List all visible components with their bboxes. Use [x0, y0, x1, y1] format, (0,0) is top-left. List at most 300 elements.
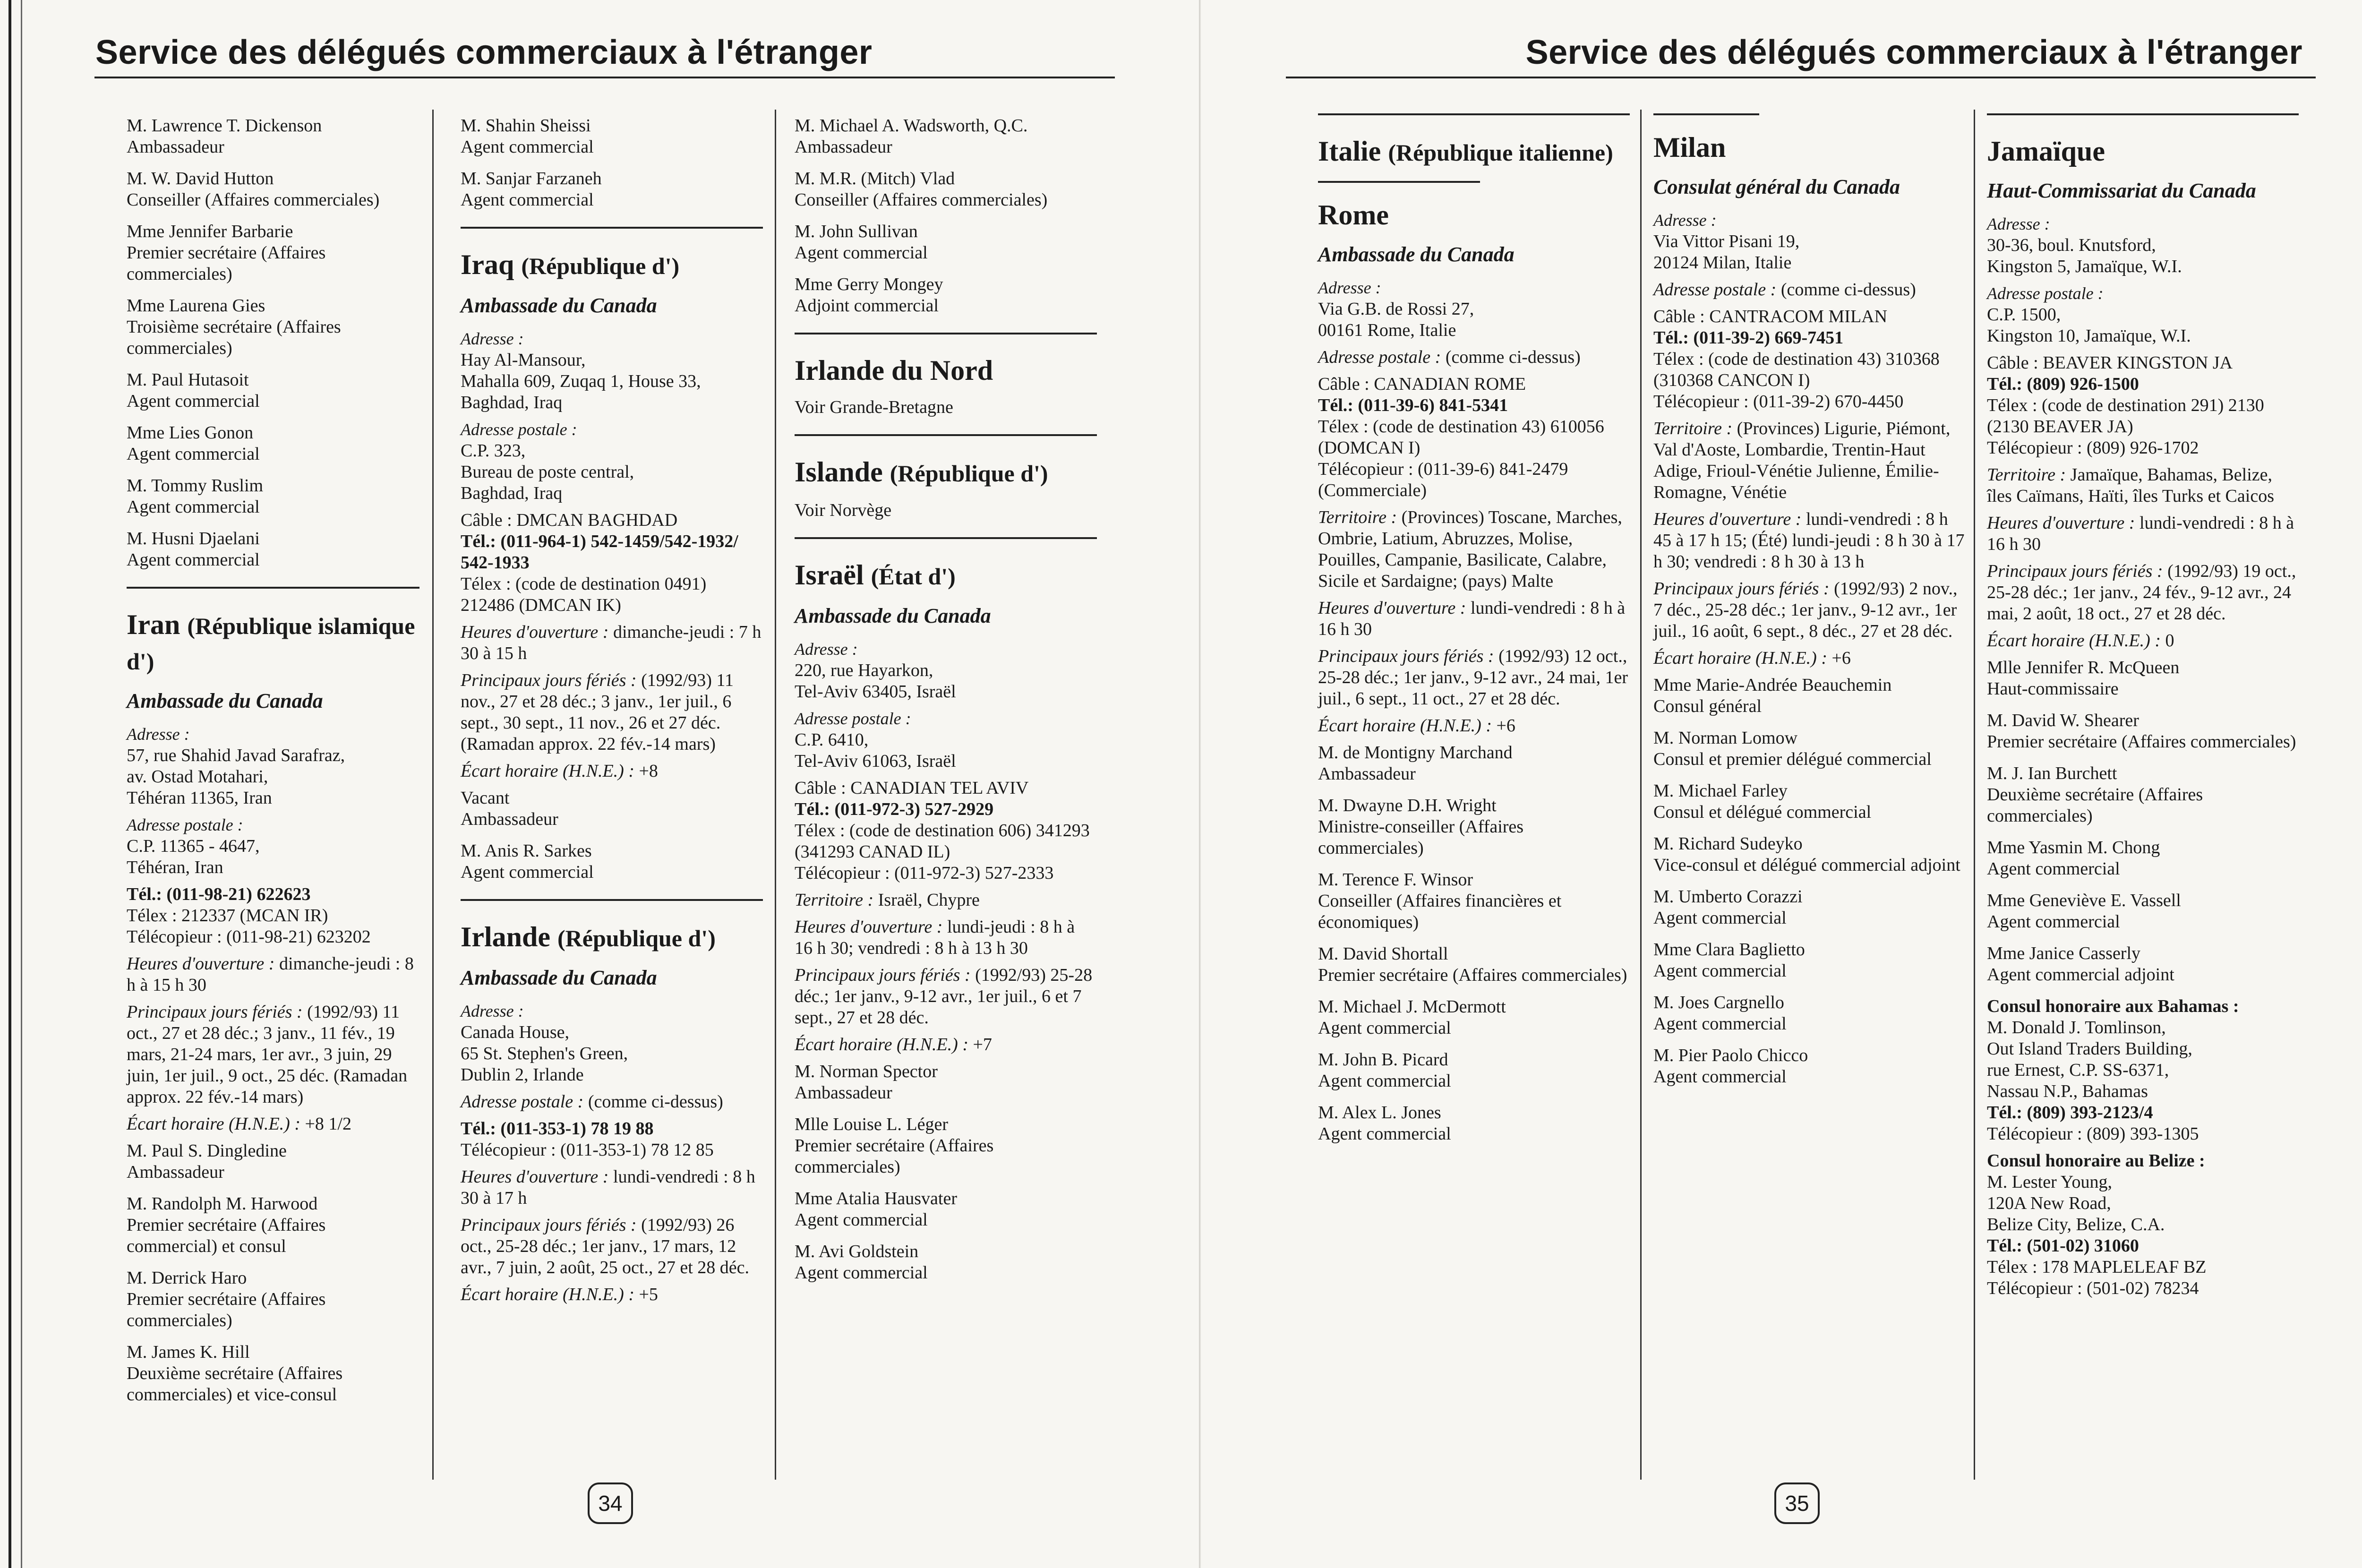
address-label: Adresse :	[795, 640, 858, 659]
postal-label: Adresse postale :	[1653, 280, 1777, 300]
offset-value: +8 1/2	[305, 1114, 351, 1134]
country-heading-italie	[1318, 134, 1630, 170]
fax: Télécopieur : (011-972-3) 527-2333	[795, 863, 1054, 883]
fax: Télécopieur : (501-02) 78234	[1987, 1278, 2199, 1298]
consul-line: M. Lester Young,	[1987, 1172, 2112, 1192]
territory-label: Territoire :	[795, 890, 874, 910]
section-rule	[795, 333, 1097, 334]
staff-title: Agent commercial	[1653, 908, 1787, 928]
postal-address-block	[1318, 347, 1630, 368]
staff-title: Vice-consul et délégué commercial adjoint	[1653, 855, 1960, 875]
staff-entry	[1987, 837, 2299, 880]
hours-label: Heures d'ouverture :	[1653, 509, 1802, 529]
page-title-right: Service des délégués commerciaux à l'étranger	[1525, 34, 2302, 71]
staff-entry	[127, 115, 419, 158]
staff-title: Agent commercial	[1653, 961, 1787, 981]
postal-line: C.P. 6410,	[795, 730, 869, 750]
address-block	[127, 724, 419, 809]
hours-label: Heures d'ouverture :	[795, 917, 943, 937]
city-section-rome	[1318, 198, 1630, 1145]
address-line: Mahalla 609, Zuqaq 1, House 33,	[461, 371, 701, 391]
staff-title: Premier secrétaire (Affaires commerciales)	[1987, 732, 2296, 752]
holidays	[1318, 646, 1630, 710]
postal-address-block	[461, 419, 763, 504]
address-line: Hay Al-Mansour,	[461, 350, 586, 370]
staff-name: M. Michael Farley	[1653, 781, 1788, 801]
offset-label: Écart horaire (H.N.E.) :	[461, 761, 634, 781]
country-heading	[795, 455, 1097, 490]
staff-title: Agent commercial	[461, 137, 594, 157]
staff-name: Mme Gerry Mongey	[795, 274, 943, 294]
territory	[1987, 464, 2299, 507]
postal-line: C.P. 11365 - 4647,	[127, 836, 260, 856]
staff-entry	[1318, 742, 1630, 785]
mission-name: Ambassade du Canada	[795, 604, 991, 627]
offset-label: Écart horaire (H.N.E.) :	[1318, 716, 1492, 736]
telex: Télex : 178 MAPLELEAF BZ	[1987, 1257, 2207, 1277]
territory	[795, 890, 1097, 911]
staff-name: M. de Montigny Marchand	[1318, 743, 1513, 763]
staff-name: Mme Atalia Hausvater	[795, 1189, 958, 1208]
address-line: Via Vittor Pisani 19,	[1653, 231, 1800, 251]
staff-name: M. James K. Hill	[127, 1342, 250, 1362]
staff-entry	[1318, 869, 1630, 933]
time-offset	[1653, 648, 1965, 669]
time-offset	[1987, 630, 2299, 651]
staff-name: M. Anis R. Sarkes	[461, 841, 592, 861]
mission-name: Consulat général du Canada	[1653, 175, 1900, 198]
staff-entry	[461, 788, 763, 830]
staff-entry	[1653, 833, 1965, 876]
offset-value: +5	[639, 1285, 658, 1304]
staff-entry	[127, 528, 419, 571]
staff-entry	[127, 221, 419, 285]
see-reference: Voir Grande-Bretagne	[795, 397, 953, 417]
staff-entry	[461, 840, 763, 883]
postal-address-block	[795, 708, 1097, 772]
staff-name: M. Michael A. Wadsworth, Q.C.	[795, 116, 1028, 136]
section-rule	[1653, 113, 1759, 115]
time-offset	[127, 1114, 419, 1135]
section-rule	[1318, 181, 1480, 183]
postal-label: Adresse postale :	[127, 815, 243, 834]
postal-address-block	[461, 1091, 763, 1113]
contact-block	[1653, 306, 1965, 412]
phone: Tél.: (011-964-1) 542-1459/542-1932/ 542-1933	[461, 531, 738, 573]
holidays-label: Principaux jours fériés :	[1318, 646, 1494, 666]
consul-line: Belize City, Belize, C.A.	[1987, 1215, 2165, 1234]
staff-name: M. Paul Hutasoit	[127, 370, 249, 390]
staff-title: Agent commercial	[1987, 859, 2120, 879]
staff-entry	[795, 115, 1097, 158]
opening-hours	[795, 917, 1097, 959]
staff-name: M. M.R. (Mitch) Vlad	[795, 169, 955, 189]
staff-list	[127, 115, 419, 571]
city-heading: Milan	[1653, 132, 1726, 163]
fax: Télécopieur : (809) 393-1305	[1987, 1124, 2199, 1144]
staff-entry	[795, 274, 1097, 317]
staff-name: M. Norman Lomow	[1653, 728, 1798, 748]
staff-entry	[1653, 939, 1965, 982]
staff-entry	[1653, 1045, 1965, 1088]
hours-value: lundi-jeudi : 8 h à 16 h 30; vendredi : 8 h à 13 h 30	[795, 917, 1075, 958]
address-line: 220, rue Hayarkon,	[795, 660, 933, 680]
staff-title: Troisième secrétaire (Affaires commerciales)	[127, 317, 341, 358]
staff-entry	[1318, 996, 1630, 1039]
column-2	[1653, 113, 1965, 1098]
staff-entry	[795, 221, 1097, 264]
offset-label: Écart horaire (H.N.E.) :	[461, 1285, 634, 1304]
country-section-iran	[127, 608, 419, 1405]
phone: Tél.: (011-972-3) 527-2929	[795, 799, 994, 819]
mission-name: Ambassade du Canada	[127, 689, 323, 712]
staff-entry	[795, 168, 1097, 211]
offset-value: +8	[639, 761, 658, 781]
holidays-value: (1992/93) 19 oct., 25-28 déc.; 1er janv., 24 fév., 9-12 avr., 24 mai, 2 août, 18 oct., 27 et 28 déc.	[1987, 561, 2296, 624]
territory	[1653, 418, 1965, 503]
telex: Télex : (code de destination 291) 2130 (2130 BEAVER JA)	[1987, 395, 2264, 437]
country-suffix: (République d')	[521, 253, 680, 279]
holidays-value: (1992/93) 12 oct., 25-28 déc.; 1er janv., 9-12 avr., 24 mai, 1er juil., 6 sept., 11 oct., 27 et 28 déc.	[1318, 646, 1628, 709]
postal-address-block	[1987, 283, 2299, 347]
staff-entry	[127, 1140, 419, 1183]
address-line: 20124 Milan, Italie	[1653, 253, 1792, 273]
staff-name: Mme Janice Casserly	[1987, 943, 2141, 963]
section-rule	[127, 587, 419, 589]
column-divider	[775, 110, 776, 1480]
staff-title: Agent commercial	[127, 550, 260, 570]
staff-title: Premier secrétaire (Affaires commerciales)	[1318, 965, 1627, 985]
staff-name: Mme Marie-Andrée Beauchemin	[1653, 675, 1892, 695]
staff-name: M. Avi Goldstein	[795, 1242, 919, 1261]
offset-label: Écart horaire (H.N.E.) :	[1987, 631, 2161, 651]
staff-name: M. David Shortall	[1318, 944, 1448, 964]
country-section-irlande	[461, 920, 763, 1305]
country-suffix: (État d')	[871, 563, 956, 590]
holidays-value: (1992/93) 25-28 déc.; 1er janv., 9-12 avr., 1er juil., 6 et 7 sept., 27 et 28 déc.	[795, 965, 1093, 1028]
postal-label: Adresse postale :	[461, 1092, 584, 1112]
staff-entry	[1318, 1102, 1630, 1145]
staff-entry	[127, 1342, 419, 1405]
postal-line: Baghdad, Iraq	[461, 483, 563, 503]
staff-title: Agent commercial	[795, 243, 928, 263]
postal-address-block	[1653, 279, 1965, 300]
staff-name: Mlle Louise L. Léger	[795, 1114, 949, 1134]
country-heading: Irlande du Nord	[795, 355, 993, 386]
phone: Tél.: (809) 393-2123/4	[1987, 1103, 2153, 1122]
hours-value: lundi-vendredi : 8 h à 16 h 30	[1318, 598, 1626, 639]
address-label: Adresse :	[461, 329, 524, 348]
staff-name: Mme Jennifer Barbarie	[127, 222, 293, 241]
staff-entry	[1318, 795, 1630, 859]
city-section-milan	[1653, 130, 1965, 1088]
offset-value: 0	[2165, 631, 2174, 651]
offset-value: +7	[973, 1035, 992, 1054]
hours-label: Heures d'ouverture :	[127, 954, 275, 974]
cable: Câble : CANTRACOM MILAN	[1653, 307, 1888, 326]
address-line: 65 St. Stephen's Green,	[461, 1044, 628, 1063]
staff-entry	[795, 1114, 1097, 1178]
holidays	[127, 1002, 419, 1108]
staff-name: M. Dwayne D.H. Wright	[1318, 796, 1497, 815]
staff-title: Conseiller (Affaires commerciales)	[795, 190, 1048, 210]
staff-name: M. David W. Shearer	[1987, 711, 2139, 730]
address-line: Canada House,	[461, 1022, 570, 1042]
territory-value: (Provinces) Ligurie, Piémont, Val d'Aoste, Lombardie, Trentin-Haut Adige, Frioul-Vénétie Julienne, Émilie-Romagne, Vénétie	[1653, 419, 1951, 502]
telex: Télex : (code de destination 43) 310368 (310368 CANCON I)	[1653, 349, 1940, 390]
column-3	[795, 115, 1097, 1294]
staff-name: Mme Lies Gonon	[127, 423, 254, 443]
country-section-israel	[795, 558, 1097, 1284]
column-3	[1987, 113, 2299, 1305]
contact-block	[461, 1118, 763, 1161]
staff-entry	[1987, 763, 2299, 827]
telex: Télex : (code de destination 606) 341293 (341293 CANAD IL)	[795, 821, 1090, 862]
address-block	[795, 639, 1097, 703]
staff-name: Mme Yasmin M. Chong	[1987, 838, 2160, 857]
staff-name: M. Paul S. Dingledine	[127, 1141, 287, 1161]
contact-block	[461, 510, 763, 616]
phone: Tél.: (011-353-1) 78 19 88	[461, 1119, 654, 1139]
territory-label: Territoire :	[1653, 419, 1733, 438]
postal-line: C.P. 1500,	[1987, 305, 2061, 325]
holidays-value: (1992/93) 11 oct., 27 et 28 déc.; 3 janv., 11 fév., 19 mars, 21-24 mars, 1er avr., 3 juin, 29 juin, 1er juil., 9 oct., 25 déc. (Ramadan approx. 22 fév.-14 mars)	[127, 1002, 408, 1107]
staff-title: Consul et délégué commercial	[1653, 802, 1872, 822]
opening-hours	[461, 1166, 763, 1209]
country-suffix: (République italienne)	[1388, 139, 1613, 166]
address-line: Via G.B. de Rossi 27,	[1318, 299, 1474, 319]
right-page	[1201, 0, 2362, 1568]
cable: Câble : BEAVER KINGSTON JA	[1987, 353, 2233, 373]
mission-name: Ambassade du Canada	[1318, 243, 1515, 266]
cable: Câble : CANADIAN TEL AVIV	[795, 778, 1029, 798]
offset-value: +6	[1831, 648, 1851, 668]
holidays-label: Principaux jours fériés :	[461, 1215, 637, 1235]
staff-title: Agent commercial	[461, 190, 594, 210]
column-divider	[1974, 110, 1975, 1480]
country-name: Italie	[1318, 136, 1381, 167]
address-label: Adresse :	[127, 725, 190, 744]
staff-title: Conseiller (Affaires commerciales)	[127, 190, 380, 210]
address-block	[461, 1001, 763, 1086]
postal-value: (comme ci-dessus)	[1780, 280, 1916, 300]
opening-hours	[1653, 509, 1965, 573]
address-line: av. Ostad Motahari,	[127, 767, 268, 787]
staff-name: Mlle Jennifer R. McQueen	[1987, 658, 2180, 677]
column-2	[461, 115, 763, 1311]
opening-hours	[127, 953, 419, 996]
postal-label: Adresse postale :	[795, 709, 911, 728]
postal-label: Adresse postale :	[461, 420, 577, 439]
country-section-irlande-du-nord	[795, 353, 1097, 418]
staff-title: Ambassadeur	[795, 1083, 892, 1103]
country-name: Israël	[795, 559, 864, 591]
page-number-left: 34	[588, 1482, 633, 1524]
staff-entry	[127, 475, 419, 518]
hours-value: lundi-vendredi : 8 h 45 à 17 h 15; (Été) lundi-jeudi : 8 h 30 à 17 h 30; vendredi : 8 h 30 à 13 h	[1653, 509, 1965, 572]
staff-name: M. Husni Djaelani	[127, 529, 260, 548]
holidays-label: Principaux jours fériés :	[1987, 561, 2163, 581]
address-block	[1318, 277, 1630, 341]
staff-title: Agent commercial	[1318, 1124, 1451, 1144]
offset-value: +6	[1496, 716, 1515, 736]
staff-title: Premier secrétaire (Affaires commerciales)	[795, 1136, 994, 1177]
staff-title: Ambassadeur	[795, 137, 892, 157]
address-block	[1653, 210, 1965, 274]
cable: Câble : CANADIAN ROME	[1318, 374, 1526, 394]
staff-entry	[127, 1268, 419, 1331]
page-number-right: 35	[1774, 1482, 1820, 1524]
holidays-label: Principaux jours fériés :	[127, 1002, 303, 1022]
staff-name: M. Terence F. Winsor	[1318, 870, 1473, 890]
staff-name: M. J. Ian Burchett	[1987, 763, 2117, 783]
country-section-jamaique	[1987, 134, 2299, 1299]
holidays-value: (1992/93) 11 nov., 27 et 28 déc.; 3 janv., 1er juil., 6 sept., 30 sept., 11 nov., 26 et 27 déc. (Ramadan approx. 22 fév.-14 mars)	[461, 670, 734, 754]
staff-title: Ambassadeur	[127, 137, 224, 157]
staff-name: M. John Sullivan	[795, 222, 918, 241]
staff-title: Ministre-conseiller (Affaires commerciales)	[1318, 817, 1524, 858]
postal-line: Bureau de poste central,	[461, 462, 634, 482]
staff-name: Mme Clara Baglietto	[1653, 940, 1805, 960]
postal-line: Kingston 10, Jamaïque, W.I.	[1987, 326, 2191, 346]
staff-title: Agent commercial	[127, 391, 260, 411]
staff-name: M. Sanjar Farzaneh	[461, 169, 602, 189]
phone: Tél.: (501-02) 31060	[1987, 1236, 2139, 1256]
hours-label: Heures d'ouverture :	[461, 1167, 609, 1187]
staff-name: M. Lawrence T. Dickenson	[127, 116, 322, 136]
holidays	[1653, 578, 1965, 642]
binding-edge	[9, 0, 22, 1568]
address-block	[461, 328, 763, 413]
address-line: Tel-Aviv 63405, Israël	[795, 682, 956, 702]
telex: Télex : 212337 (MCAN IR)	[127, 906, 328, 925]
staff-title: Ambassadeur	[1318, 764, 1416, 784]
postal-line: Téhéran, Iran	[127, 857, 223, 877]
consul-line: 120A New Road,	[1987, 1193, 2111, 1213]
mission-name: Haut-Commissariat du Canada	[1987, 179, 2256, 202]
staff-name: M. W. David Hutton	[127, 169, 274, 189]
staff-name: M. Tommy Ruslim	[127, 476, 264, 496]
consul-line: Out Island Traders Building,	[1987, 1039, 2192, 1059]
staff-title: Agent commercial	[1987, 912, 2120, 932]
staff-title: Agent commercial	[795, 1210, 928, 1230]
time-offset	[461, 761, 763, 782]
time-offset	[461, 1284, 763, 1305]
staff-name: Vacant	[461, 788, 510, 808]
opening-hours	[461, 622, 763, 664]
staff-title: Consul et premier délégué commercial	[1653, 749, 1932, 769]
staff-name: M. Randolph M. Harwood	[127, 1194, 318, 1214]
offset-label: Écart horaire (H.N.E.) :	[127, 1114, 300, 1134]
phone: Tél.: (011-98-21) 622623	[127, 884, 311, 904]
staff-title: Agent commercial	[1653, 1014, 1787, 1034]
offset-label: Écart horaire (H.N.E.) :	[1653, 648, 1827, 668]
hours-value: lundi-vendredi : 8 h 30 à 17 h	[461, 1167, 755, 1208]
telex: Télex : (code de destination 0491) 212486 (DMCAN IK)	[461, 574, 707, 615]
opening-hours	[1987, 513, 2299, 555]
staff-title: Agent commercial	[1653, 1067, 1787, 1087]
holidays	[795, 965, 1097, 1028]
staff-entry	[127, 168, 419, 211]
staff-title: Agent commercial	[795, 1263, 928, 1283]
consul-line: Nassau N.P., Bahamas	[1987, 1081, 2148, 1101]
address-line: Kingston 5, Jamaïque, W.I.	[1987, 257, 2182, 276]
staff-entry	[461, 115, 763, 158]
country-name: Iran	[127, 609, 180, 640]
consul-line: rue Ernest, C.P. SS-6371,	[1987, 1060, 2169, 1080]
staff-name: M. Pier Paolo Chicco	[1653, 1045, 1808, 1065]
address-label: Adresse :	[461, 1002, 524, 1020]
staff-entry	[1653, 780, 1965, 823]
mission-name: Ambassade du Canada	[461, 294, 657, 317]
section-rule	[1987, 113, 2299, 115]
staff-entry	[1653, 886, 1965, 929]
staff-entry	[1987, 710, 2299, 753]
honorary-consul-bahamas	[1987, 996, 2299, 1145]
contact-block	[1318, 374, 1630, 501]
staff-entry	[795, 1241, 1097, 1284]
honorary-consul-belize	[1987, 1150, 2299, 1299]
contact-block	[1987, 352, 2299, 459]
staff-title: Consul général	[1653, 696, 1762, 716]
staff-entry	[127, 1193, 419, 1257]
staff-name: M. Alex L. Jones	[1318, 1103, 1441, 1122]
fax: Télécopieur : (809) 926-1702	[1987, 438, 2199, 458]
column-1	[127, 115, 419, 1416]
hours-label: Heures d'ouverture :	[461, 622, 609, 642]
staff-title: Ambassadeur	[127, 1162, 224, 1182]
staff-entry	[795, 1188, 1097, 1231]
address-line: Dublin 2, Irlande	[461, 1065, 584, 1085]
territory-value: Jamaïque, Bahamas, Belize, îles Caïmans, Haïti, îles Turks et Caicos	[1987, 465, 2274, 506]
hours-value: dimanche-jeudi : 7 h 30 à 15 h	[461, 622, 762, 663]
city-heading: Rome	[1318, 199, 1389, 231]
contact-block	[127, 884, 419, 948]
staff-entry	[461, 168, 763, 211]
country-suffix: (République d')	[557, 925, 716, 951]
telex: Télex : (code de destination 43) 610056 (DOMCAN I)	[1318, 417, 1604, 458]
holidays-label: Principaux jours fériés :	[461, 670, 637, 690]
column-1	[1318, 113, 1630, 1155]
holidays-label: Principaux jours fériés :	[795, 965, 971, 985]
staff-title: Agent commercial	[127, 444, 260, 464]
time-offset	[795, 1034, 1097, 1055]
cable: Câble : DMCAN BAGHDAD	[461, 510, 678, 530]
staff-name: M. John B. Picard	[1318, 1050, 1448, 1070]
country-heading	[461, 248, 763, 283]
address-line: Téhéran 11365, Iran	[127, 788, 272, 808]
country-name: Irlande	[461, 921, 551, 952]
country-section-iraq	[461, 248, 763, 883]
postal-line: C.P. 323,	[461, 441, 526, 461]
address-line: 00161 Rome, Italie	[1318, 320, 1456, 340]
postal-label: Adresse postale :	[1318, 347, 1441, 367]
staff-entry	[1653, 992, 1965, 1035]
staff-entry	[127, 422, 419, 465]
staff-title: Agent commercial adjoint	[1987, 965, 2174, 985]
time-offset	[1318, 715, 1630, 737]
country-heading	[461, 920, 763, 955]
section-rule	[461, 899, 763, 901]
staff-entry	[1653, 675, 1965, 717]
staff-title: Ambassadeur	[461, 809, 558, 829]
offset-label: Écart horaire (H.N.E.) :	[795, 1035, 968, 1054]
staff-name: M. Michael J. McDermott	[1318, 997, 1506, 1017]
staff-name: M. Shahin Sheissi	[461, 116, 591, 136]
consul-heading: Consul honoraire aux Bahamas :	[1987, 996, 2239, 1016]
fax: Télécopieur : (011-39-6) 841-2479 (Commerciale)	[1318, 459, 1568, 500]
postal-value: (comme ci-dessus)	[588, 1092, 723, 1112]
